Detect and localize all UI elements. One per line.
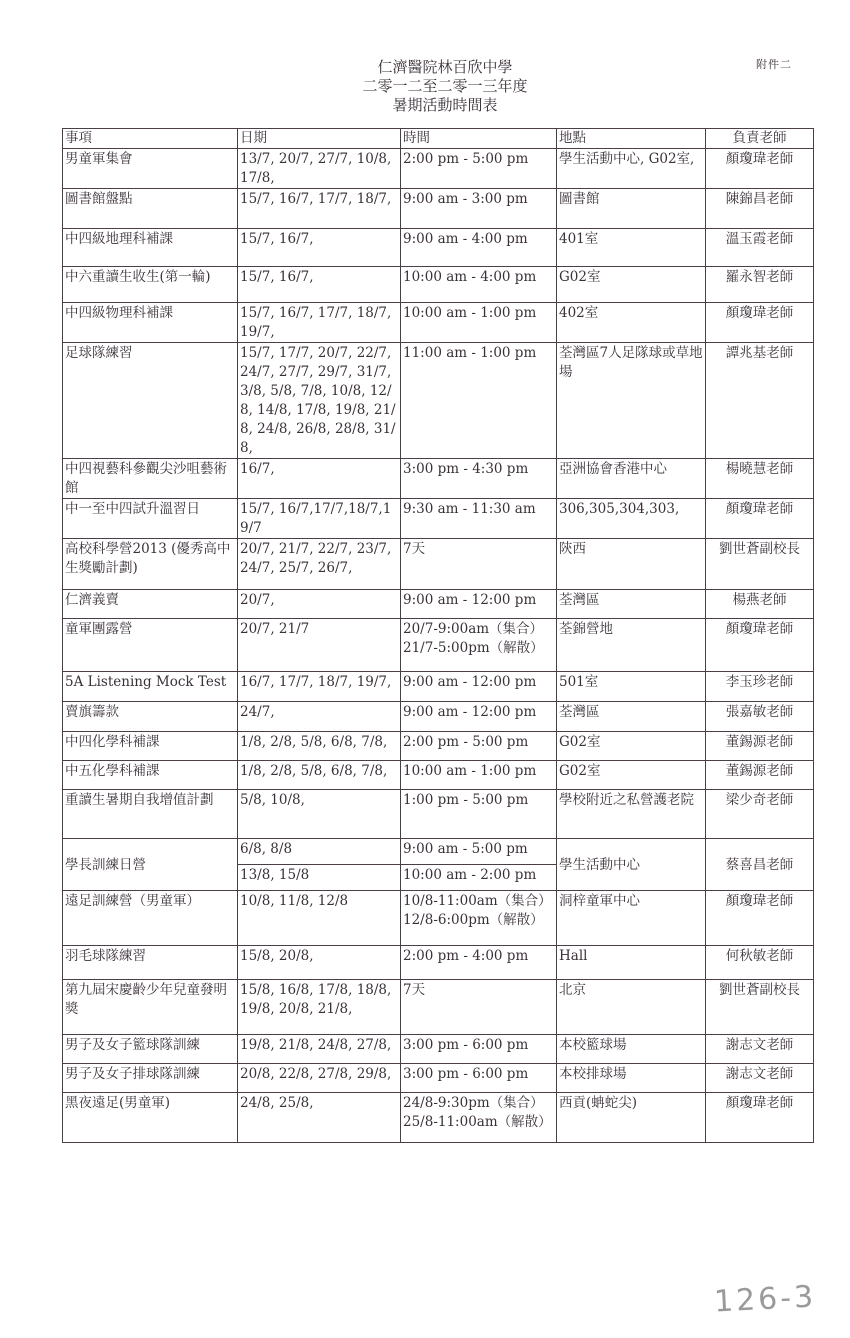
time-cell: 7天 <box>401 539 557 590</box>
date-cell: 1/8, 2/8, 5/8, 6/8, 7/8, <box>238 761 401 790</box>
teacher-cell: 劉世蒼副校長 <box>706 539 814 590</box>
venue-cell: 荃灣區 <box>557 590 706 619</box>
schedule-table <box>62 128 814 1143</box>
venue-cell: 荃錦營地 <box>557 619 706 672</box>
date-cell: 13/7, 20/7, 27/7, 10/8, 17/8, <box>238 149 401 189</box>
date-cell: 15/7, 17/7, 20/7, 22/7, 24/7, 27/7, 29/7, 31/7, 3/8, 5/8, 7/8, 10/8, 12/8, 14/8, 17/8, 19/8, 21/8, 24/8, 26/8, 28/8, 31/8, <box>238 343 401 459</box>
teacher-cell: 溫玉霞老師 <box>706 229 814 267</box>
time-cell: 24/8-9:30pm（集合） 25/8-11:00am（解散） <box>401 1093 557 1143</box>
header-date: 日期 <box>238 129 401 149</box>
teacher-cell: 張嘉敏老師 <box>706 702 814 732</box>
date-cell: 15/7, 16/7,17/7,18/7,19/7 <box>238 499 401 539</box>
header-teacher: 負責老師 <box>706 129 814 149</box>
time-cell: 7天 <box>401 980 557 1035</box>
event-cell: 高校科學營2013 (優秀高中生獎勵計劃) <box>63 539 238 590</box>
venue-cell: G02室 <box>557 267 706 303</box>
teacher-cell: 蔡喜昌老師 <box>706 839 814 891</box>
table-row <box>63 459 814 499</box>
event-cell: 中四化學科補課 <box>63 732 238 761</box>
teacher-cell: 顏瓊瑋老師 <box>706 891 814 946</box>
table-row <box>63 303 814 343</box>
time-cell: 9:00 am - 12:00 pm <box>401 590 557 619</box>
venue-cell: 陝西 <box>557 539 706 590</box>
school-name: 仁濟醫院林百欣中學 <box>377 58 513 76</box>
teacher-cell: 謝志文老師 <box>706 1064 814 1093</box>
event-cell: 中四級地理科補課 <box>63 229 238 267</box>
event-cell: 黑夜遠足(男童軍) <box>63 1093 238 1143</box>
event-cell: 第九屆宋慶齡少年兒童發明獎 <box>63 980 238 1035</box>
table-row <box>63 499 814 539</box>
table-row <box>63 1064 814 1093</box>
venue-cell: 亞洲協會香港中心 <box>557 459 706 499</box>
time-cell: 9:00 am - 3:00 pm <box>401 189 557 229</box>
date-cell: 1/8, 2/8, 5/8, 6/8, 7/8, <box>238 732 401 761</box>
table-row <box>63 267 814 303</box>
header-venue: 地點 <box>557 129 706 149</box>
teacher-cell: 楊燕老師 <box>706 590 814 619</box>
venue-cell: 401室 <box>557 229 706 267</box>
header-time: 時間 <box>401 129 557 149</box>
teacher-cell: 譚兆基老師 <box>706 343 814 459</box>
time-cell: 2:00 pm - 5:00 pm <box>401 149 557 189</box>
date-cell: 20/7, 21/7 <box>238 619 401 672</box>
table-row <box>63 343 814 459</box>
teacher-cell: 顏瓊瑋老師 <box>706 1093 814 1143</box>
annex-label: 附件二 <box>756 58 792 71</box>
teacher-cell: 顏瓊瑋老師 <box>706 499 814 539</box>
event-cell: 中六重讀生收生(第一輪) <box>63 267 238 303</box>
table-row <box>63 189 814 229</box>
teacher-cell: 楊曉慧老師 <box>706 459 814 499</box>
teacher-cell: 何秋敏老師 <box>706 946 814 980</box>
venue-cell: 本校排球場 <box>557 1064 706 1093</box>
date-cell: 15/8, 16/8, 17/8, 18/8, 19/8, 20/8, 21/8, <box>238 980 401 1035</box>
table-row <box>63 891 814 946</box>
date-cell: 20/8, 22/8, 27/8, 29/8, <box>238 1064 401 1093</box>
event-cell: 中四級物理科補課 <box>63 303 238 343</box>
event-cell: 5A Listening Mock Test <box>63 672 238 702</box>
table-row <box>63 619 814 672</box>
table-row <box>63 839 814 865</box>
time-cell: 11:00 am - 1:00 pm <box>401 343 557 459</box>
teacher-cell: 李玉珍老師 <box>706 672 814 702</box>
teacher-cell: 顏瓊瑋老師 <box>706 619 814 672</box>
date-cell: 6/8, 8/8 <box>238 839 401 865</box>
table-row <box>63 761 814 790</box>
time-cell: 1:00 pm - 5:00 pm <box>401 790 557 839</box>
date-cell: 16/7, <box>238 459 401 499</box>
date-cell: 20/7, 21/7, 22/7, 23/7, 24/7, 25/7, 26/7, <box>238 539 401 590</box>
header-event: 事項 <box>63 129 238 149</box>
time-cell: 2:00 pm - 5:00 pm <box>401 732 557 761</box>
event-cell: 男子及女子籃球隊訓練 <box>63 1035 238 1064</box>
teacher-cell: 羅永智老師 <box>706 267 814 303</box>
teacher-cell: 梁少奇老師 <box>706 790 814 839</box>
time-cell: 10:00 am - 4:00 pm <box>401 267 557 303</box>
venue-cell: 306,305,304,303, <box>557 499 706 539</box>
time-cell: 9:00 am - 12:00 pm <box>401 672 557 702</box>
venue-cell: Hall <box>557 946 706 980</box>
date-cell: 24/8, 25/8, <box>238 1093 401 1143</box>
document-header <box>0 58 850 115</box>
venue-cell: 學生活動中心, G02室, <box>557 149 706 189</box>
table-row <box>63 946 814 980</box>
date-cell: 15/7, 16/7, 17/7, 18/7, 19/7, <box>238 303 401 343</box>
venue-cell: 學生活動中心 <box>557 839 706 891</box>
date-cell: 10/8, 11/8, 12/8 <box>238 891 401 946</box>
teacher-cell: 顏瓊瑋老師 <box>706 303 814 343</box>
teacher-cell: 董錫源老師 <box>706 761 814 790</box>
event-cell: 童軍團露營 <box>63 619 238 672</box>
event-cell: 遠足訓練營（男童軍） <box>63 891 238 946</box>
event-cell: 賣旗籌款 <box>63 702 238 732</box>
time-cell: 10/8-11:00am（集合） 12/8-6:00pm（解散） <box>401 891 557 946</box>
table-row <box>63 229 814 267</box>
event-cell: 圖書館盤點 <box>63 189 238 229</box>
teacher-cell: 董錫源老師 <box>706 732 814 761</box>
venue-cell: 本校籃球場 <box>557 1035 706 1064</box>
event-cell: 仁濟義賣 <box>63 590 238 619</box>
table-row <box>63 790 814 839</box>
venue-cell: 荃灣區7人足隊球或草地場 <box>557 343 706 459</box>
time-cell: 10:00 am - 1:00 pm <box>401 761 557 790</box>
table-row <box>63 980 814 1035</box>
event-cell: 中五化學科補課 <box>63 761 238 790</box>
teacher-cell: 陳錦昌老師 <box>706 189 814 229</box>
event-cell: 學長訓練日營 <box>63 839 238 891</box>
venue-cell: 501室 <box>557 672 706 702</box>
time-cell: 10:00 am - 1:00 pm <box>401 303 557 343</box>
time-cell: 9:30 am - 11:30 am <box>401 499 557 539</box>
event-cell: 足球隊練習 <box>63 343 238 459</box>
time-cell: 20/7-9:00am（集合） 21/7-5:00pm（解散） <box>401 619 557 672</box>
venue-cell: G02室 <box>557 761 706 790</box>
handwritten-page-number: 126-3 <box>713 1279 818 1320</box>
date-cell: 15/7, 16/7, <box>238 229 401 267</box>
date-cell: 13/8, 15/8 <box>238 865 401 891</box>
table-row <box>63 672 814 702</box>
event-cell: 重讀生暑期自我增值計劃 <box>63 790 238 839</box>
academic-year: 二零一二至二零一三年度 <box>362 77 528 95</box>
teacher-cell: 劉世蒼副校長 <box>706 980 814 1035</box>
table-row <box>63 539 814 590</box>
document-title: 暑期活動時間表 <box>392 96 498 114</box>
time-cell: 2:00 pm - 4:00 pm <box>401 946 557 980</box>
date-cell: 24/7, <box>238 702 401 732</box>
table-row <box>63 1035 814 1064</box>
event-cell: 羽毛球隊練習 <box>63 946 238 980</box>
date-cell: 20/7, <box>238 590 401 619</box>
table-row <box>63 1093 814 1143</box>
venue-cell: 洞梓童軍中心 <box>557 891 706 946</box>
venue-cell: 402室 <box>557 303 706 343</box>
time-cell: 10:00 am - 2:00 pm <box>401 865 557 891</box>
table-row <box>63 732 814 761</box>
venue-cell: 荃灣區 <box>557 702 706 732</box>
time-cell: 3:00 pm - 6:00 pm <box>401 1035 557 1064</box>
date-cell: 16/7, 17/7, 18/7, 19/7, <box>238 672 401 702</box>
venue-cell: G02室 <box>557 732 706 761</box>
date-cell: 15/7, 16/7, 17/7, 18/7, <box>238 189 401 229</box>
event-cell: 中一至中四試升溫習日 <box>63 499 238 539</box>
date-cell: 5/8, 10/8, <box>238 790 401 839</box>
table-row <box>63 702 814 732</box>
time-cell: 9:00 am - 12:00 pm <box>401 702 557 732</box>
time-cell: 3:00 pm - 6:00 pm <box>401 1064 557 1093</box>
table-row <box>63 149 814 189</box>
table-row <box>63 590 814 619</box>
date-cell: 15/8, 20/8, <box>238 946 401 980</box>
date-cell: 15/7, 16/7, <box>238 267 401 303</box>
venue-cell: 北京 <box>557 980 706 1035</box>
venue-cell: 圖書館 <box>557 189 706 229</box>
venue-cell: 學校附近之私營護老院 <box>557 790 706 839</box>
venue-cell: 西貢(蚺蛇尖) <box>557 1093 706 1143</box>
date-cell: 19/8, 21/8, 24/8, 27/8, <box>238 1035 401 1064</box>
time-cell: 9:00 am - 5:00 pm <box>401 839 557 865</box>
event-cell: 中四視藝科參觀尖沙咀藝術館 <box>63 459 238 499</box>
event-cell: 男童軍集會 <box>63 149 238 189</box>
event-cell: 男子及女子排球隊訓練 <box>63 1064 238 1093</box>
time-cell: 3:00 pm - 4:30 pm <box>401 459 557 499</box>
time-cell: 9:00 am - 4:00 pm <box>401 229 557 267</box>
teacher-cell: 顏瓊瑋老師 <box>706 149 814 189</box>
teacher-cell: 謝志文老師 <box>706 1035 814 1064</box>
table-header-row <box>63 129 814 149</box>
